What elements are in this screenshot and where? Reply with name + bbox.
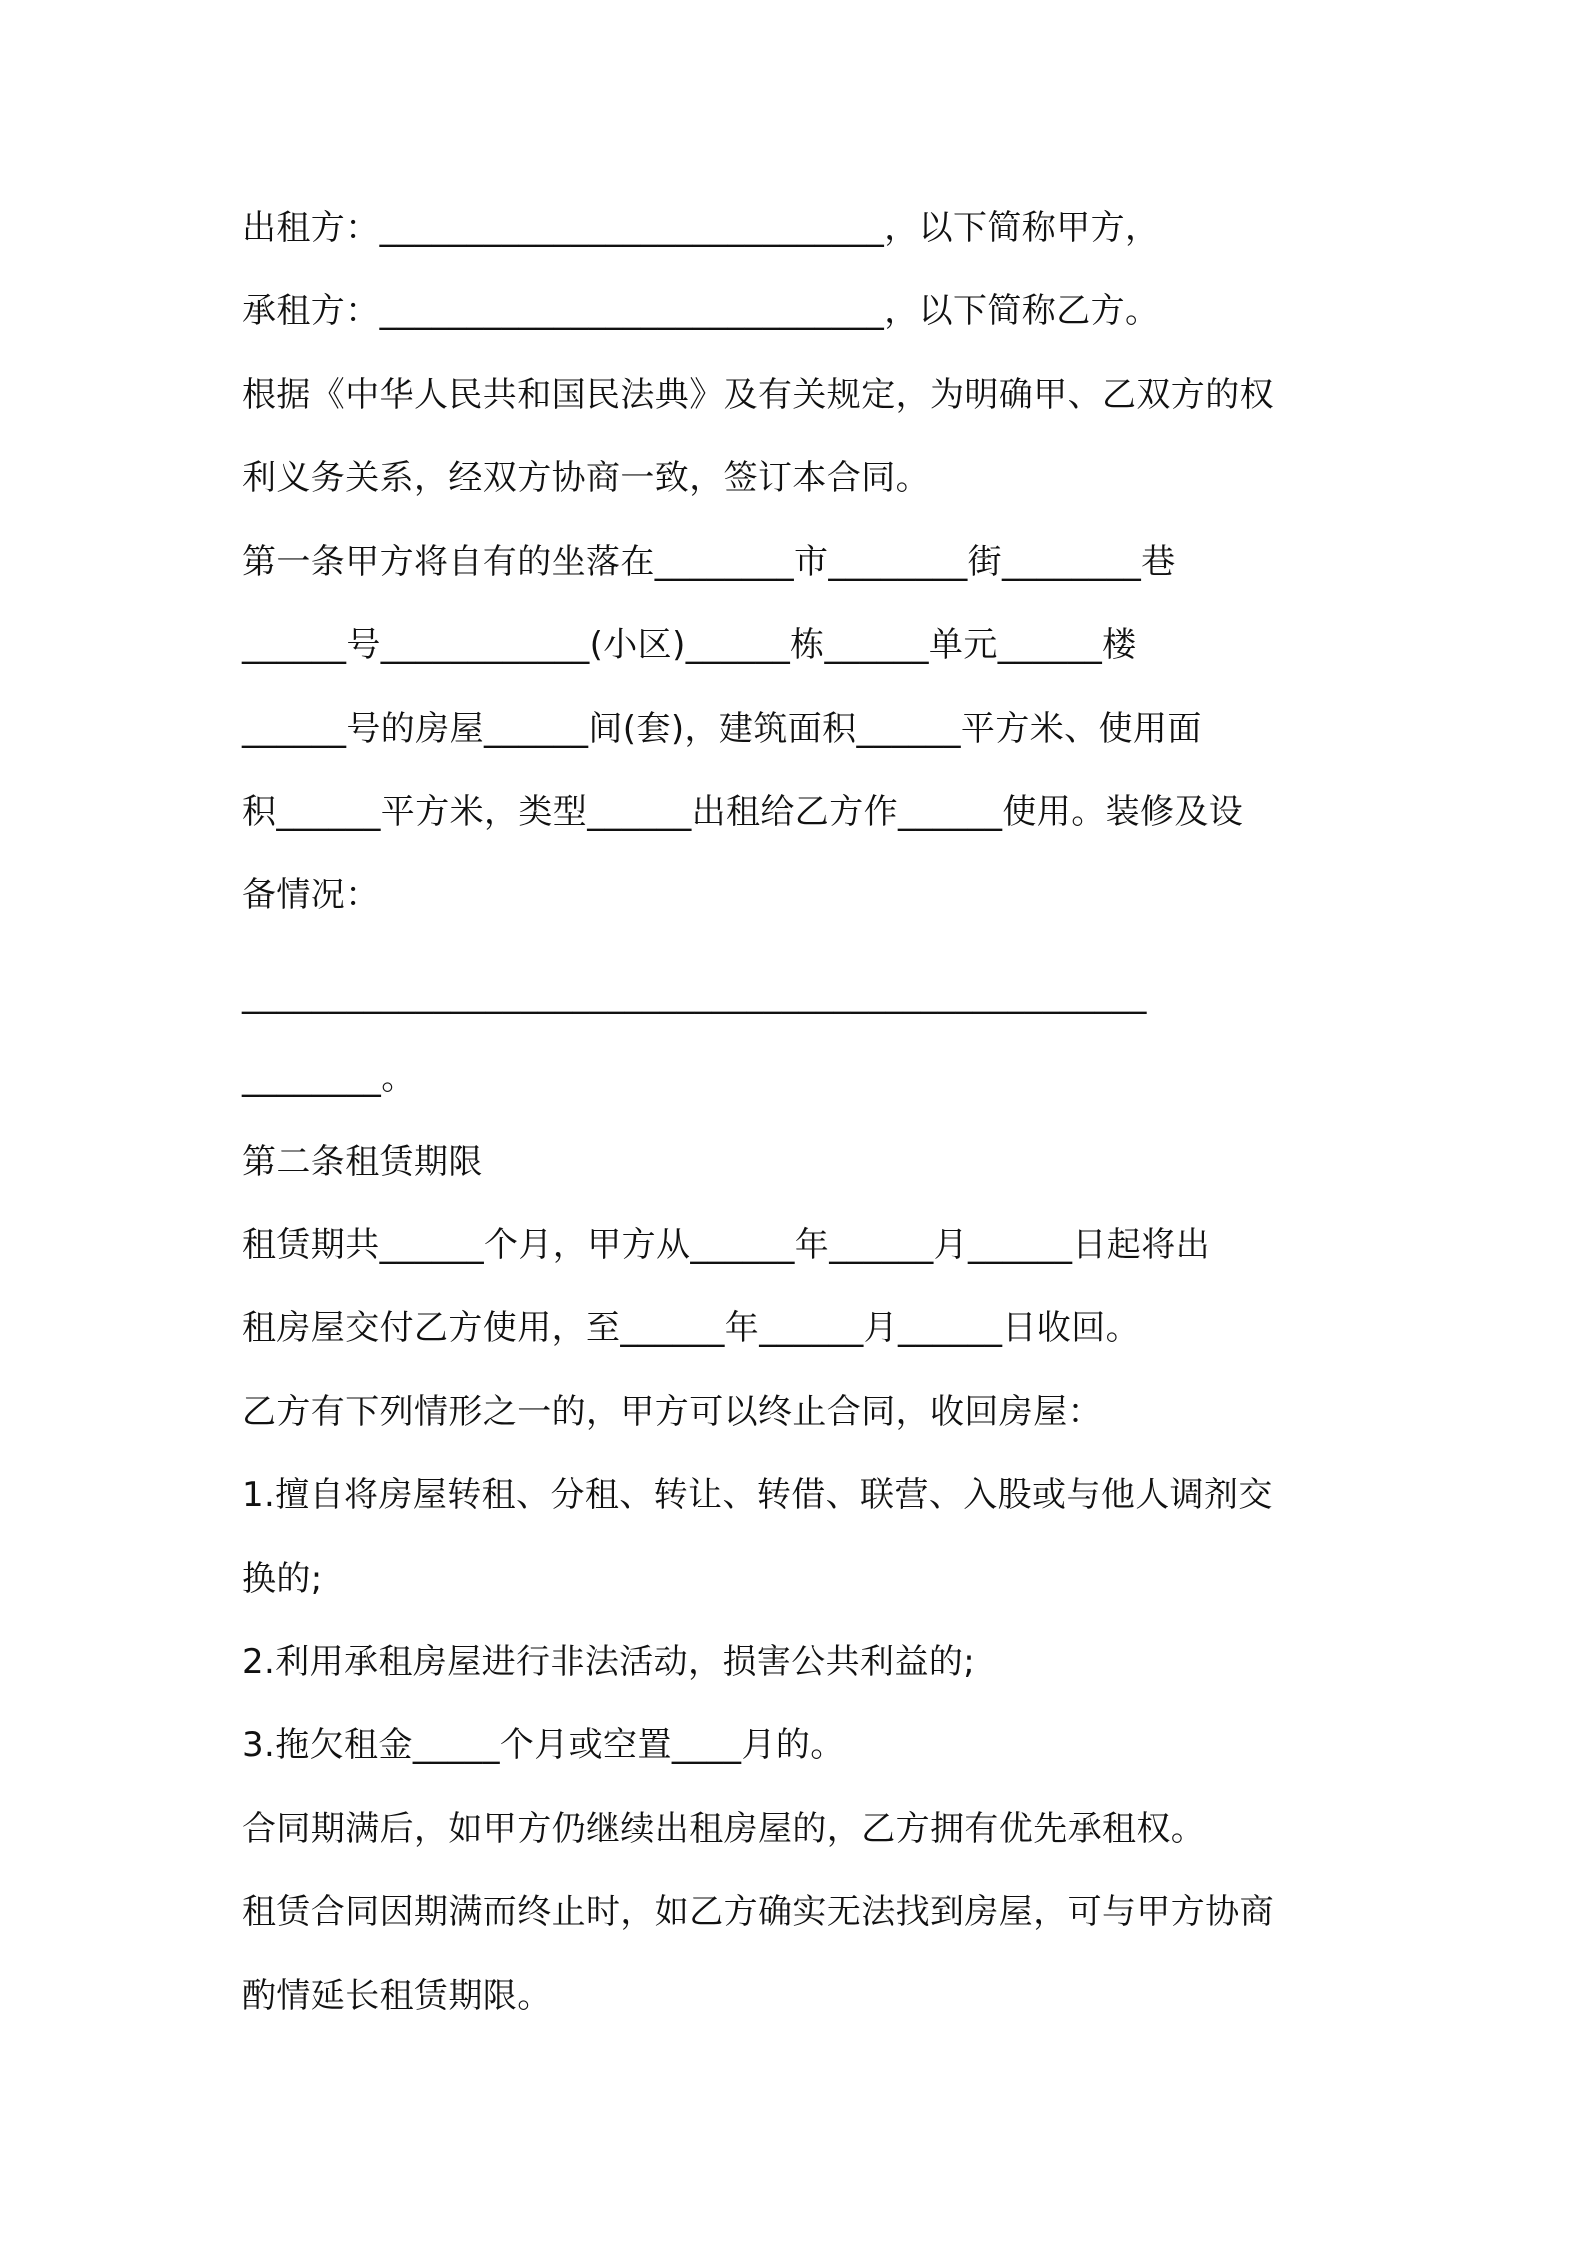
lessor-line: 出租方：_____________________________，以下简称甲方， [242,208,1160,248]
article-1-line-5: 备情况： [242,875,380,915]
blank-fill-line: ____________________________________________________ [242,975,1147,1015]
extension-line-2: 酌情延长租赁期限。 [242,1976,552,2016]
termination-item-1-line-1: 1.擅自将房屋转租、分租、转让、转借、联营、入股或与他人调剂交 [242,1475,1273,1515]
termination-item-3: 3.拖欠租金_____个月或空置____月的。 [242,1725,845,1765]
priority-renewal: 合同期满后，如甲方仍继续出租房屋的，乙方拥有优先承租权。 [242,1809,1206,1849]
blank-fill-line-end: ________。 [242,1058,416,1098]
extension-line-1: 租赁合同因期满而终止时，如乙方确实无法找到房屋，可与甲方协商 [242,1892,1274,1932]
article-1-line-3: ______号的房屋______间(套)，建筑面积______平方米、使用面 [242,709,1202,749]
termination-item-1-line-2: 换的; [242,1559,323,1599]
article-1-line-2: ______号____________(小区)______栋______单元______楼 [242,625,1137,665]
lease-term-line-2: 租房屋交付乙方使用，至______年______月______日收回。 [242,1308,1140,1348]
article-1-line-4: 积______平方米，类型______出租给乙方作______使用。装修及设 [242,792,1244,832]
lease-term-line-1: 租赁期共______个月，甲方从______年______月______日起将出 [242,1225,1210,1265]
article-1-line-1: 第一条甲方将自有的坐落在________市________街________巷 [242,542,1176,582]
lessee-line: 承租方：_____________________________，以下简称乙方。 [242,291,1160,331]
termination-intro: 乙方有下列情形之一的，甲方可以终止合同，收回房屋： [242,1392,1102,1432]
termination-item-2: 2.利用承租房屋进行非法活动，损害公共利益的; [242,1642,976,1682]
article-2-heading: 第二条租赁期限 [242,1142,483,1182]
preamble-line-2: 利义务关系，经双方协商一致，签订本合同。 [242,458,930,498]
preamble-line-1: 根据《中华人民共和国民法典》及有关规定，为明确甲、乙双方的权 [242,375,1274,415]
